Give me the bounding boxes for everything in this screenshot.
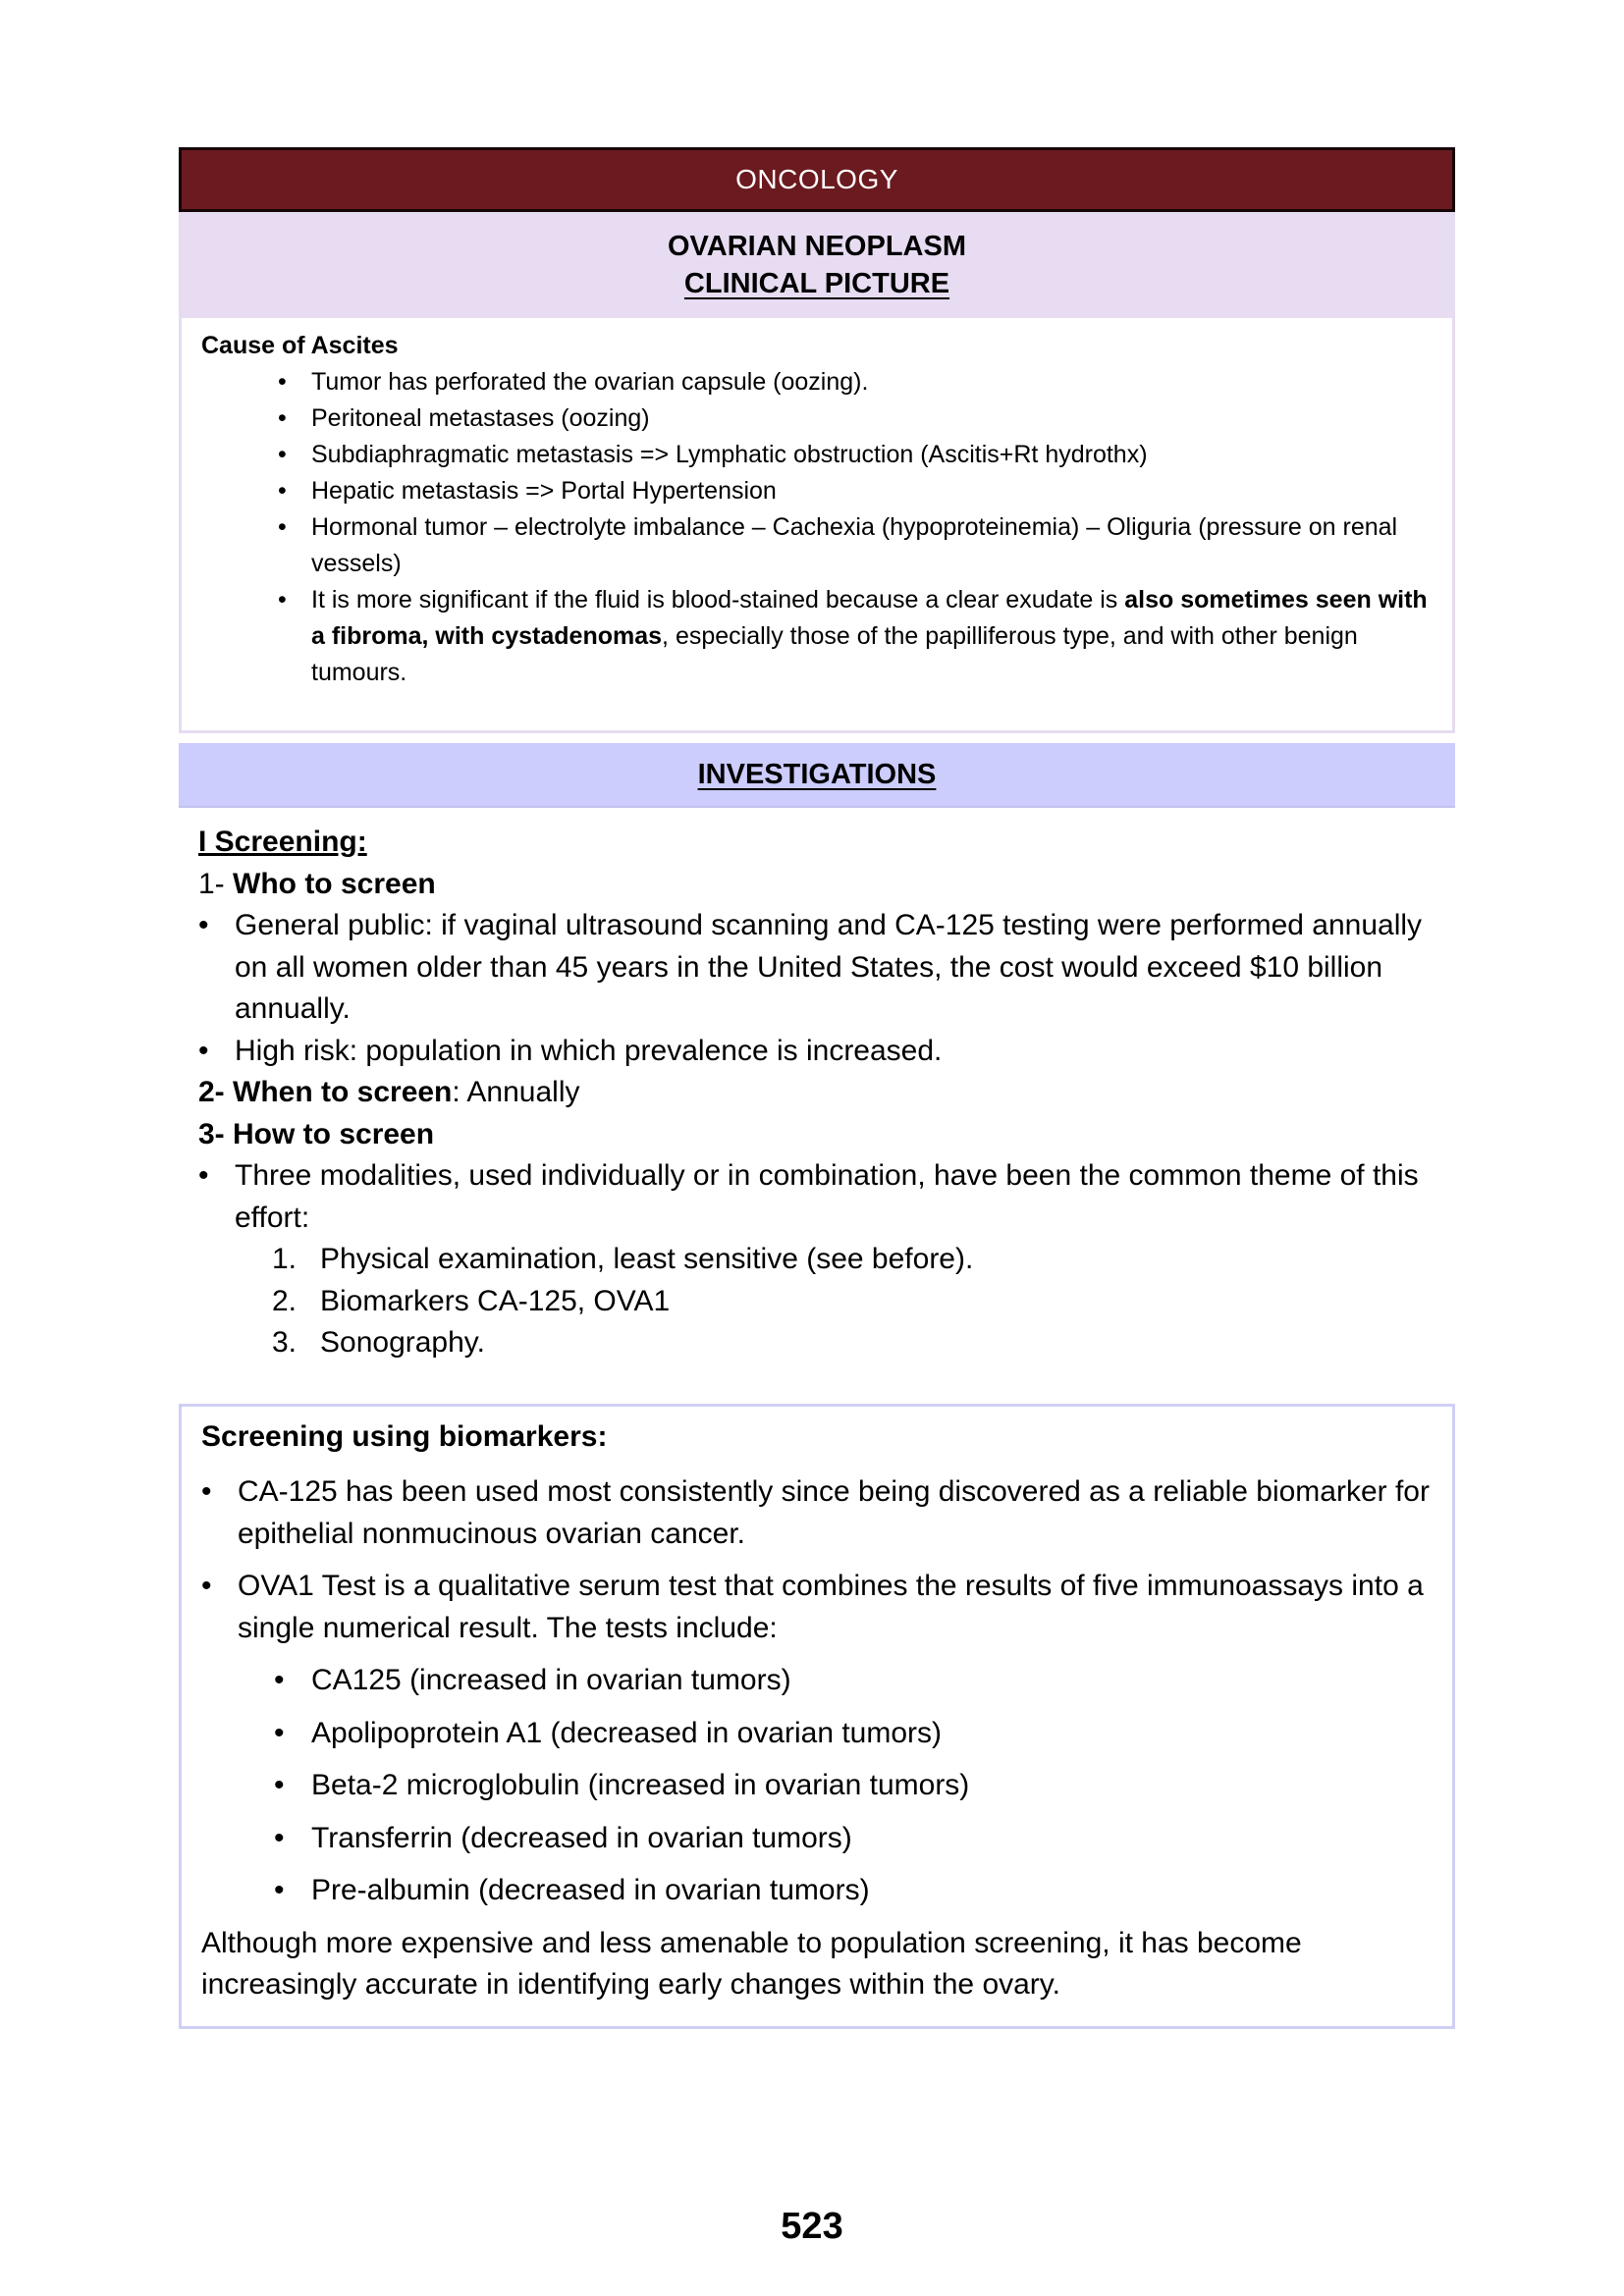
ova1-tests-list [238, 1660, 1435, 1912]
how-heading: 3- How to screen [198, 1117, 435, 1150]
list-item: • CA-125 has been used most consistently since being discovered as a reliable biomarker for epithelial nonmucinous ovarian cancer. [201, 1471, 1435, 1555]
text-segment: , especially those of the papilliferous type, and with other benign tumours. [311, 622, 1358, 686]
ascites-list [201, 364, 1435, 691]
list-item [198, 1322, 1455, 1364]
list-item: • Beta-2 microglobulin (increased in ovarian tumors) [238, 1765, 1435, 1807]
item-text: Biomarkers CA-125, OVA1 [320, 1284, 671, 1317]
list-item [198, 1281, 1455, 1323]
item-number: 2. [272, 1284, 298, 1317]
list-item: • Hormonal tumor – electrolyte imbalance – Cachexia (hypoproteinemia) – Oliguria (pressure on renal vessels) [201, 509, 1435, 582]
list-item: • Pre-albumin (decreased in ovarian tumors) [238, 1870, 1435, 1912]
when-label: 2- When to screen [198, 1076, 453, 1108]
page-number: 523 [781, 2206, 843, 2247]
investigations-banner [179, 743, 1455, 808]
modalities-list [198, 1239, 1455, 1364]
page-content [179, 147, 1455, 2029]
text-segment: It is more significant if the fluid is blood-stained because a clear exudate is [311, 586, 1125, 614]
list-item [201, 1566, 1435, 1912]
list-item [201, 582, 1435, 691]
title-band [182, 212, 1452, 318]
list-item: • CA125 (increased in ovarian tumors) [238, 1660, 1435, 1702]
list-item [198, 1239, 1455, 1281]
when-heading [198, 1072, 1455, 1114]
how-list [198, 1155, 1455, 1239]
screening-heading: I Screening: [198, 826, 367, 858]
item-text: Sonography. [320, 1326, 485, 1359]
biomarkers-closing: Although more expensive and less amenable to population screening, it has become increasingly accurate in identifying early changes within the ovary. [201, 1926, 1302, 2001]
biomarkers-list [201, 1471, 1435, 1912]
item-number: 3. [272, 1326, 298, 1359]
clinical-picture-box [179, 147, 1455, 733]
ascites-section [182, 318, 1452, 730]
list-item: • Hepatic metastasis => Portal Hypertension [201, 473, 1435, 509]
item-text: Physical examination, least sensitive (see before). [320, 1243, 974, 1275]
who-heading [198, 864, 1455, 906]
list-item: • Transferrin (decreased in ovarian tumors) [238, 1818, 1435, 1860]
when-value: : Annually [452, 1076, 580, 1108]
section-banner [179, 147, 1455, 212]
biomarkers-title: Screening using biomarkers: [201, 1419, 608, 1453]
list-item: • High risk: population in which prevalence is increased. [198, 1031, 1455, 1073]
list-item: • General public: if vaginal ultrasound scanning and CA-125 testing were performed annually on all women older than 45 years in the United States, the cost would exceed $10 billion annually. [198, 905, 1455, 1031]
page-title: OVARIAN NEOPLASM [668, 231, 966, 262]
section-title: ONCOLOGY [735, 164, 898, 194]
investigations-title: INVESTIGATIONS [697, 758, 937, 790]
ova1-text: OVA1 Test is a qualitative serum test that combines the results of five immunoassays into a single numerical result. The tests include: [238, 1570, 1424, 1644]
who-list [198, 905, 1455, 1072]
item-number: 1. [272, 1243, 298, 1275]
page-subtitle: CLINICAL PICTURE [683, 268, 950, 299]
bold-segment: also sometimes seen with a fibroma, with cystadenomas [311, 586, 1428, 650]
biomarkers-box [179, 1404, 1455, 2029]
ascites-label: Cause of Ascites [201, 332, 399, 359]
list-item: • Apolipoprotein A1 (decreased in ovarian tumors) [238, 1713, 1435, 1755]
list-item: • Tumor has perforated the ovarian capsule (oozing). [201, 364, 1435, 400]
who-number: 1- [198, 867, 234, 900]
list-item: • Subdiaphragmatic metastasis => Lymphatic obstruction (Ascitis+Rt hydrothx) [201, 437, 1435, 473]
list-item: • Peritoneal metastases (oozing) [201, 400, 1435, 437]
list-item: • Three modalities, used individually or in combination, have been the common theme of this effort: [198, 1155, 1455, 1239]
who-label: Who to screen [233, 867, 436, 900]
screening-section [179, 822, 1455, 1364]
